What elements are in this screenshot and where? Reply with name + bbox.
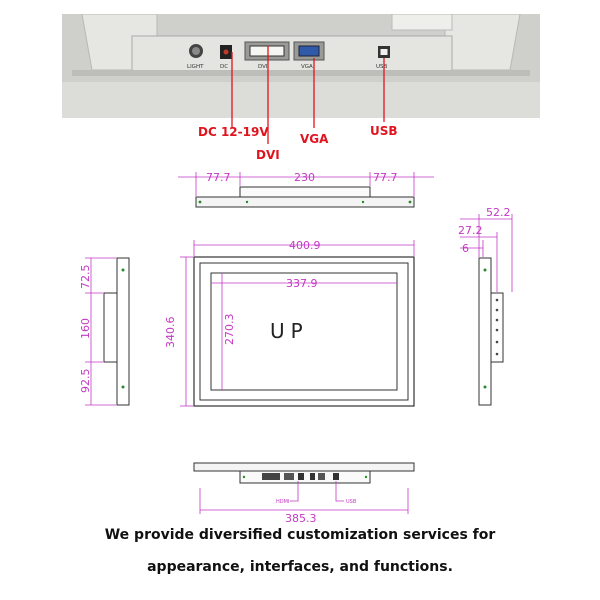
dim-right-lip: 6	[462, 242, 469, 255]
callout-dc: DC 12-19V	[198, 125, 269, 139]
dim-front-inner-height: 270.3	[223, 313, 236, 345]
dim-right-depth: 52.2	[486, 206, 511, 219]
bottom-label-hdmi: HDMI	[276, 499, 290, 505]
dim-left-middle: 160	[79, 318, 92, 339]
top-view	[178, 171, 434, 207]
dim-bottom-width: 385.3	[285, 512, 317, 525]
front-logo: UP	[270, 319, 309, 343]
callout-vga: VGA	[300, 132, 329, 146]
dim-left-bottom: 92.5	[79, 368, 92, 393]
port-label-usb: USB	[376, 64, 388, 70]
dim-top-left: 77.7	[206, 171, 231, 184]
right-side-view	[458, 206, 512, 405]
bottom-label-usb: USB	[346, 499, 357, 505]
dim-front-outer-width: 400.9	[289, 239, 321, 252]
port-label-dvi: DVI	[258, 64, 268, 70]
callout-usb: USB	[370, 124, 398, 138]
port-label-vga: VGA	[301, 64, 313, 70]
dim-front-inner-width: 337.9	[286, 277, 318, 290]
dim-left-top: 72.5	[79, 264, 92, 289]
front-view	[164, 239, 414, 406]
port-label-dc: DC	[220, 64, 229, 70]
bottom-view	[194, 463, 414, 525]
dim-top-right: 77.7	[373, 171, 398, 184]
dim-right-inner-depth: 27.2	[458, 224, 483, 237]
caption-line-2: appearance, interfaces, and functions.	[147, 559, 453, 575]
port-label-light: LIGHT	[187, 64, 204, 70]
dim-front-outer-height: 340.6	[164, 316, 177, 348]
callout-dvi: DVI	[256, 148, 280, 162]
caption-line-1: We provide diversified customization services for	[104, 527, 496, 543]
left-side-view	[79, 258, 129, 405]
dim-top-middle: 230	[294, 171, 315, 184]
